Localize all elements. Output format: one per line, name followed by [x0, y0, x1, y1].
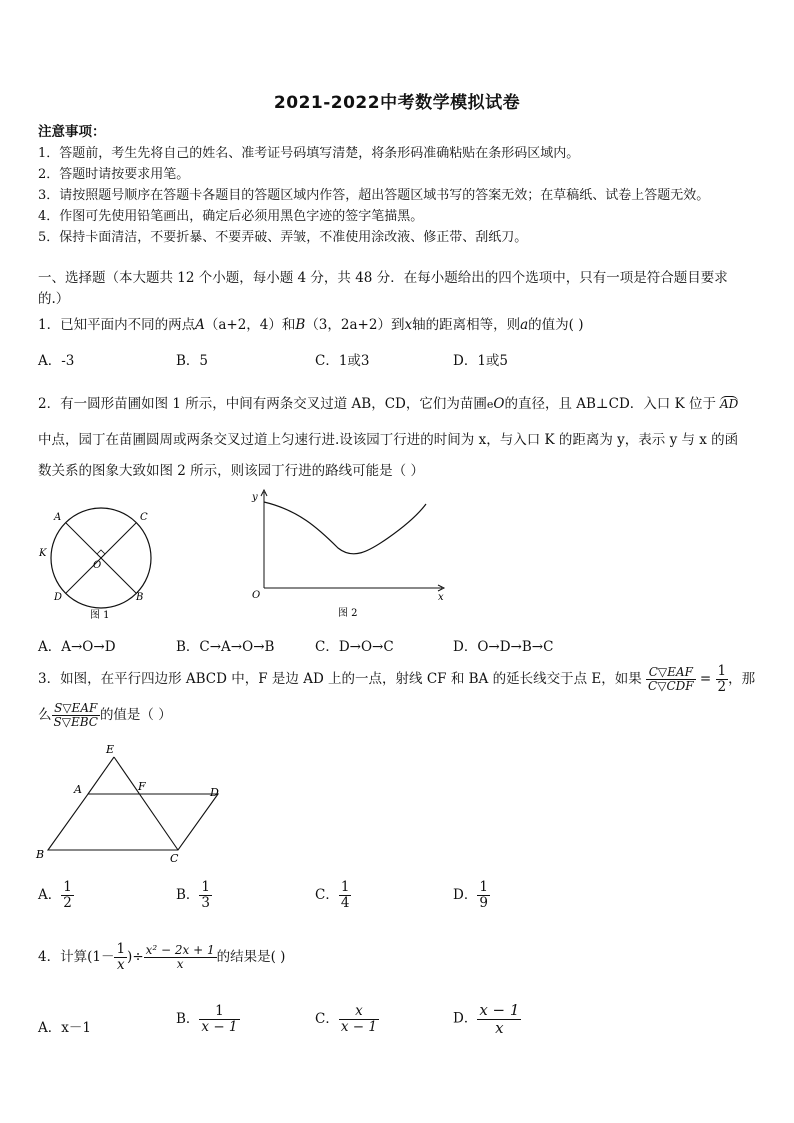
q2-fig1-label-d: D [54, 592, 63, 603]
q4-fraction-2-num: x² − 2x + 1 [145, 942, 215, 957]
q3-half-den: 2 [717, 678, 727, 695]
q4-option-c[interactable] [315, 1004, 379, 1035]
q3-option-c-num: 1 [340, 879, 350, 895]
q3-option-a-label: A． [38, 886, 62, 903]
q3-label-c: C [170, 852, 179, 865]
q3-option-d-label: D． [453, 886, 478, 903]
q4-fraction-2 [144, 944, 217, 971]
q3-label-a: A [74, 783, 82, 796]
notice-item-4: 4．作图可先使用铅笔画出，确定后必须用黑色字迹的签字笔描黑。 [38, 209, 424, 224]
q3-option-c-label: C． [315, 886, 339, 903]
q3-option-a[interactable] [38, 880, 74, 911]
q3-option-d-den: 9 [479, 894, 488, 911]
q3-perimeter-ratio [646, 666, 696, 693]
question-3-stem-line1 [38, 664, 755, 695]
q4-fraction-1 [114, 942, 127, 973]
q1-option-b[interactable]: B．5 [176, 353, 209, 369]
q2-figure-2 [248, 488, 448, 620]
q4-option-b-den: x − 1 [201, 1018, 238, 1035]
q2-option-c[interactable]: C．D→O→C [315, 639, 394, 655]
question-2-stem-line3: 数关系的图象大致如图 2 所示，则该园丁行进的路线可能是（ ） [38, 463, 424, 479]
q3-text: 3．如图，在平行四边形 ABCD 中，F 是边 AD 上的一点，射线 CF 和 BA 的延长线交于点 E，如果 [38, 670, 642, 687]
question-2-stem-line1 [38, 392, 738, 412]
q1-text-d: 轴的距离相等，则 [412, 317, 521, 333]
q2-circle-symbol: e [486, 398, 494, 411]
q3-half-num: 1 [717, 663, 727, 679]
q3-option-a-frac [61, 880, 74, 911]
q3-equals: = [699, 670, 712, 687]
q3-text-2b: 的值是（ ） [99, 707, 172, 724]
q3-option-c-den: 4 [340, 894, 350, 911]
q2-fig2-label-x: x [438, 592, 444, 603]
q3-half [716, 664, 729, 695]
q3-perimeter-ratio-num: C▽EAF [646, 666, 696, 680]
q4-fraction-1-den: x [116, 956, 125, 973]
q1-text-c: （3，2a+2）到 [305, 317, 405, 333]
question-1-stem [38, 313, 583, 333]
q4-fraction-2-den: x [176, 956, 184, 971]
question-4-stem [38, 942, 285, 973]
q3-area-ratio-num: S▽EAF [52, 702, 100, 716]
q3-option-b-frac [199, 880, 212, 911]
q3-option-b-num: 1 [201, 879, 211, 895]
q2-fig2-caption: 图 2 [338, 608, 358, 619]
page-title: 2021-2022中考数学模拟试卷 [273, 93, 521, 113]
q2-arc-label: AD [719, 397, 739, 411]
q3-option-b[interactable] [176, 880, 212, 911]
q2-fig1-label-b: B [136, 592, 144, 603]
q1-option-a[interactable]: A．-3 [38, 353, 75, 369]
notice-item-2: 2．答题时请按要求用笔。 [38, 167, 190, 182]
q3-extension-ba [88, 757, 114, 794]
q2-fig1-label-o: O [93, 560, 102, 571]
notice-item-1: 1．答题前，考生先将自己的姓名、准考证号码填写清楚，将条形码准确粘贴在条形码区域内。 [38, 146, 580, 161]
q2-option-d[interactable]: D．O→D→B→C [453, 639, 554, 655]
q3-option-c[interactable] [315, 880, 351, 911]
q3-label-b: B [36, 848, 45, 861]
q3-label-d: D [210, 786, 219, 799]
q4-option-d[interactable] [453, 1002, 521, 1036]
q3-option-a-den: 2 [63, 894, 72, 911]
q4-option-c-num: x [339, 1004, 379, 1020]
q2-figure-1 [36, 500, 176, 625]
q2-circle-o: O [493, 396, 505, 412]
q2-text-1b: 的直径，且 AB⊥CD．入口 K 位于 [504, 396, 716, 412]
q4-option-d-label: D． [453, 1010, 478, 1027]
q3-text-2a: 么 [38, 707, 52, 724]
q2-fig2-curve [264, 502, 426, 554]
q4-option-d-den: x [495, 1018, 504, 1037]
q3-option-a-num: 1 [63, 879, 72, 895]
section-heading-line1: 一、选择题（本大题共 12 个小题，每小题 4 分，共 48 分．在每小题给出的四个选项中，只有一项是符合题目要求 [38, 270, 728, 286]
q3-figure [34, 740, 234, 866]
q1-option-c[interactable]: C．1或3 [315, 353, 370, 369]
q2-option-b[interactable]: B．C→A→O→B [176, 639, 275, 655]
q2-text-1: 2．有一圆形苗圃如图 1 所示，中间有两条交叉过道 AB，CD，它们为苗圃 [38, 396, 487, 412]
q1-var-B: B [295, 317, 306, 333]
q4-option-c-frac [339, 1004, 379, 1035]
q1-var-a: a [520, 317, 529, 333]
q3-label-f: F [138, 780, 146, 793]
q1-text-b: （a+2，4）和 [204, 317, 296, 333]
notice-item-5: 5．保持卡面清洁，不要折暴、不要弄破、弄皱，不准使用涂改液、修正带、刮纸刀。 [38, 230, 528, 245]
q2-fig1-label-c: C [140, 512, 148, 523]
q3-area-ratio-den: S▽EBC [53, 715, 98, 730]
q4-option-b-frac [199, 1004, 239, 1035]
q1-text-a: 1．已知平面内不同的两点 [38, 317, 196, 333]
q3-tail: ，那 [728, 670, 756, 687]
q2-fig1-label-k: K [39, 548, 47, 559]
q4-option-b[interactable] [176, 1004, 240, 1035]
q3-option-d-num: 1 [479, 879, 488, 895]
q3-ray-cf [114, 757, 178, 850]
q4-fraction-1-num: 1 [116, 941, 126, 957]
q1-var-x: x [404, 317, 413, 333]
q4-option-d-frac [477, 1002, 521, 1036]
q4-option-d-num: x − 1 [479, 1001, 520, 1019]
q4-text-c: 的结果是( ) [216, 948, 286, 965]
q4-option-a[interactable]: A．x－1 [38, 1020, 91, 1036]
q4-option-c-label: C． [315, 1010, 339, 1027]
q3-option-d[interactable] [453, 880, 490, 911]
question-3-stem-line2 [38, 702, 172, 729]
q4-option-b-num: 1 [199, 1004, 239, 1020]
q3-option-b-label: B． [176, 886, 200, 903]
question-2-stem-line2: 中点，园丁在苗圃圆周或两条交叉过道上匀速行进.设该园丁行进的时间为 x，与入口 K 的距离为 y，表示 y 与 x 的函 [38, 432, 739, 448]
q2-fig1-label-a: A [54, 512, 62, 523]
q4-text-b: )÷ [127, 948, 144, 965]
q4-option-c-den: x − 1 [340, 1018, 377, 1035]
q2-fig1-right-angle-mark [97, 550, 105, 558]
q3-label-e: E [106, 743, 115, 756]
q3-perimeter-ratio-den: C▽CDF [648, 678, 694, 693]
q3-option-b-den: 3 [201, 894, 211, 911]
q2-option-a[interactable]: A．A→O→D [38, 639, 116, 655]
section-heading-line2: 的.） [38, 291, 70, 307]
q2-fig2-label-y: y [252, 492, 258, 503]
q1-var-A: A [195, 317, 205, 333]
q4-option-b-label: B． [176, 1010, 200, 1027]
q2-fig2-label-o: O [252, 590, 261, 601]
q3-area-ratio [52, 702, 100, 729]
q3-option-c-frac [339, 880, 352, 911]
q3-option-d-frac [477, 880, 490, 911]
q4-text-a: 4．计算(1－ [38, 948, 115, 965]
notice-heading: 注意事项： [38, 124, 106, 140]
q1-text-e: 的值为( ) [528, 317, 584, 333]
q2-fig1-caption: 图 1 [90, 610, 110, 621]
q3-parallelogram [48, 794, 218, 850]
q1-option-d[interactable]: D．1或5 [453, 353, 509, 369]
notice-item-3: 3．请按照题号顺序在答题卡各题目的答题区域内作答，超出答题区域书写的答案无效；在草稿纸、试卷上答题无效。 [38, 188, 710, 203]
